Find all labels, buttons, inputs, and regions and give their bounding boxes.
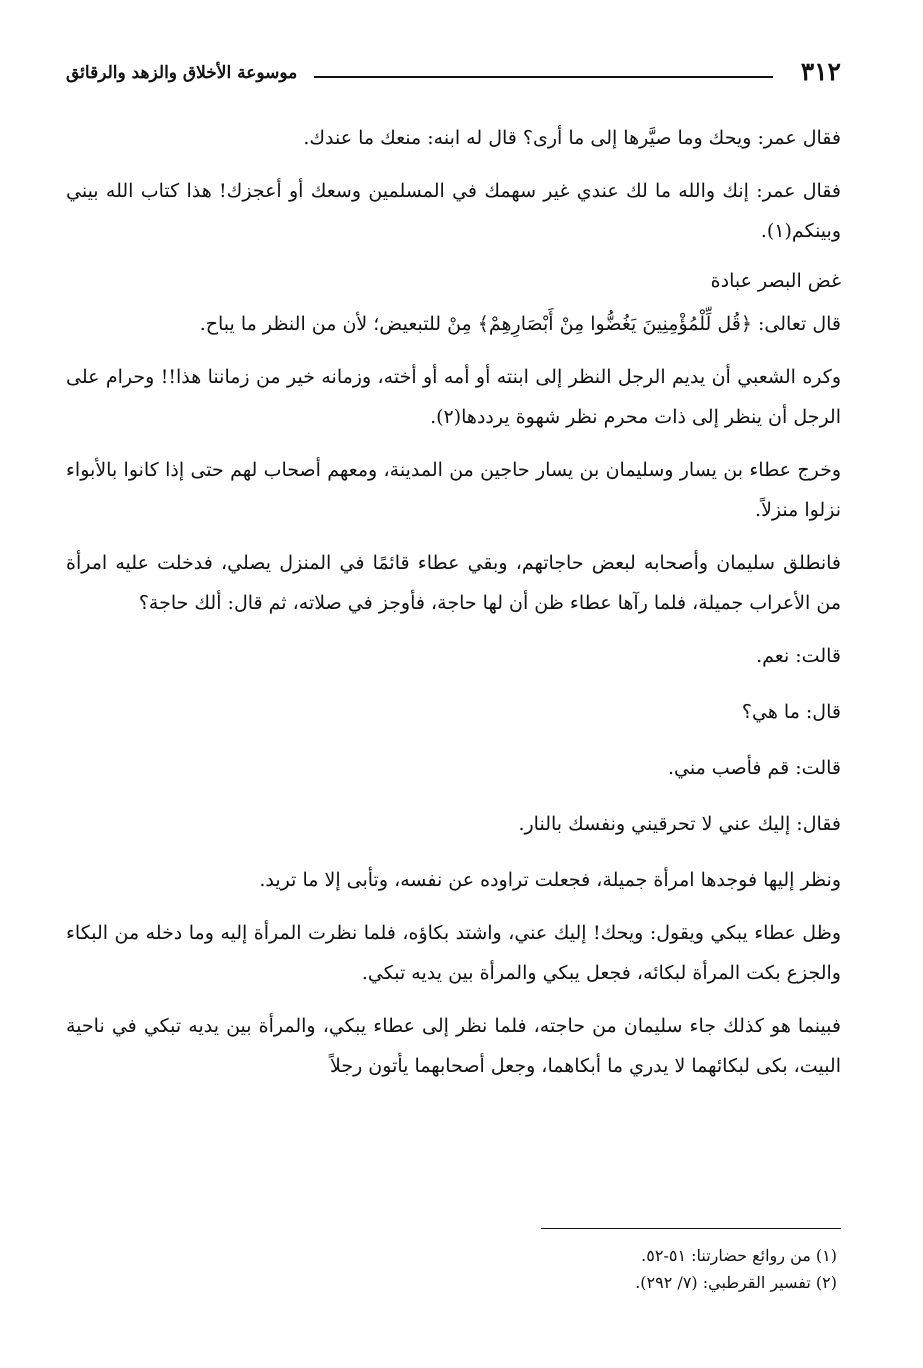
- dialogue-line: فقال: إليك عني لا تحرقيني ونفسك بالنار.: [518, 813, 841, 835]
- paragraph: قال تعالى: ﴿قُل لِّلْمُؤْمِنِينَ يَغُضُّوا مِنْ أَبْصَارِهِمْ﴾ مِنْ للتبعيض؛ لأن من النظر ما يباح.: [199, 313, 841, 335]
- footnote-separator: [541, 1228, 841, 1229]
- header-rule: [314, 76, 773, 78]
- paragraph: وكره الشعبي أن يديم الرجل النظر إلى ابنته أو أمه أو أخته، وزمانه خير من زماننا هذا!! وحرام على الرجل أن ينظر إلى ذات محرم نظر شهوة يرددها(٢).: [66, 366, 841, 428]
- page-header: [66, 56, 841, 92]
- paragraph: وخرج عطاء بن يسار وسليمان بن يسار حاجين من المدينة، ومعهم أصحاب لهم حتى إذا كانوا بالأبواء نزلوا منزلاً.: [66, 459, 841, 521]
- footnotes: [66, 1242, 837, 1296]
- book-title: موسوعة الأخلاق والزهد والرقائق: [66, 63, 298, 83]
- paragraph: فبينما هو كذلك جاء سليمان من حاجته، فلما نظر إلى عطاء يبكي، والمرأة بين يديه تبكي في ناحية البيت، بكى لبكائهما لا يدري ما أبكاهما، وجعل أصحابهما يأتون رجلاً: [66, 1015, 841, 1077]
- page-body: [66, 118, 841, 1099]
- paragraph: فقال عمر: إنك والله ما لك عندي غير سهمك في المسلمين وسعك أو أعجزك! هذا كتاب الله بيني وبينكم(١).: [66, 180, 841, 242]
- paragraph: ونظر إليها فوجدها امرأة جميلة، فجعلت تراوده عن نفسه، وتأبى إلا ما تريد.: [259, 869, 841, 891]
- dialogue-line: قالت: نعم.: [756, 645, 841, 667]
- footnote: (١) من روائع حضارتنا: ٥١-٥٢.: [641, 1246, 837, 1265]
- paragraph: فانطلق سليمان وأصحابه لبعض حاجاتهم، وبقي عطاء قائمًا في المنزل يصلي، فدخلت عليه امرأة من الأعراب جميلة، فلما رآها عطاء ظن أن لها حاجة، فأوجز في صلاته، ثم قال: ألك حاجة؟: [66, 552, 841, 614]
- paragraph: فقال عمر: ويحك وما صيَّرها إلى ما أرى؟ قال له ابنه: منعك ما عندك.: [303, 127, 841, 149]
- paragraph: وظل عطاء يبكي ويقول: ويحك! إليك عني، واشتد بكاؤه، فلما نظرت المرأة إليه وما دخله من البكاء والجزع بكت المرأة لبكائه، فجعل يبكي والمرأة بين يديه تبكي.: [66, 922, 841, 984]
- footnote: (٢) تفسير القرطبي: (٧/ ٢٩٢).: [635, 1273, 837, 1292]
- dialogue-line: قال: ما هي؟: [741, 701, 841, 723]
- dialogue-line: قالت: قم فأصب مني.: [667, 757, 841, 779]
- page-number: ٣١٢: [800, 57, 841, 86]
- section-heading: غض البصر عبادة: [710, 270, 841, 292]
